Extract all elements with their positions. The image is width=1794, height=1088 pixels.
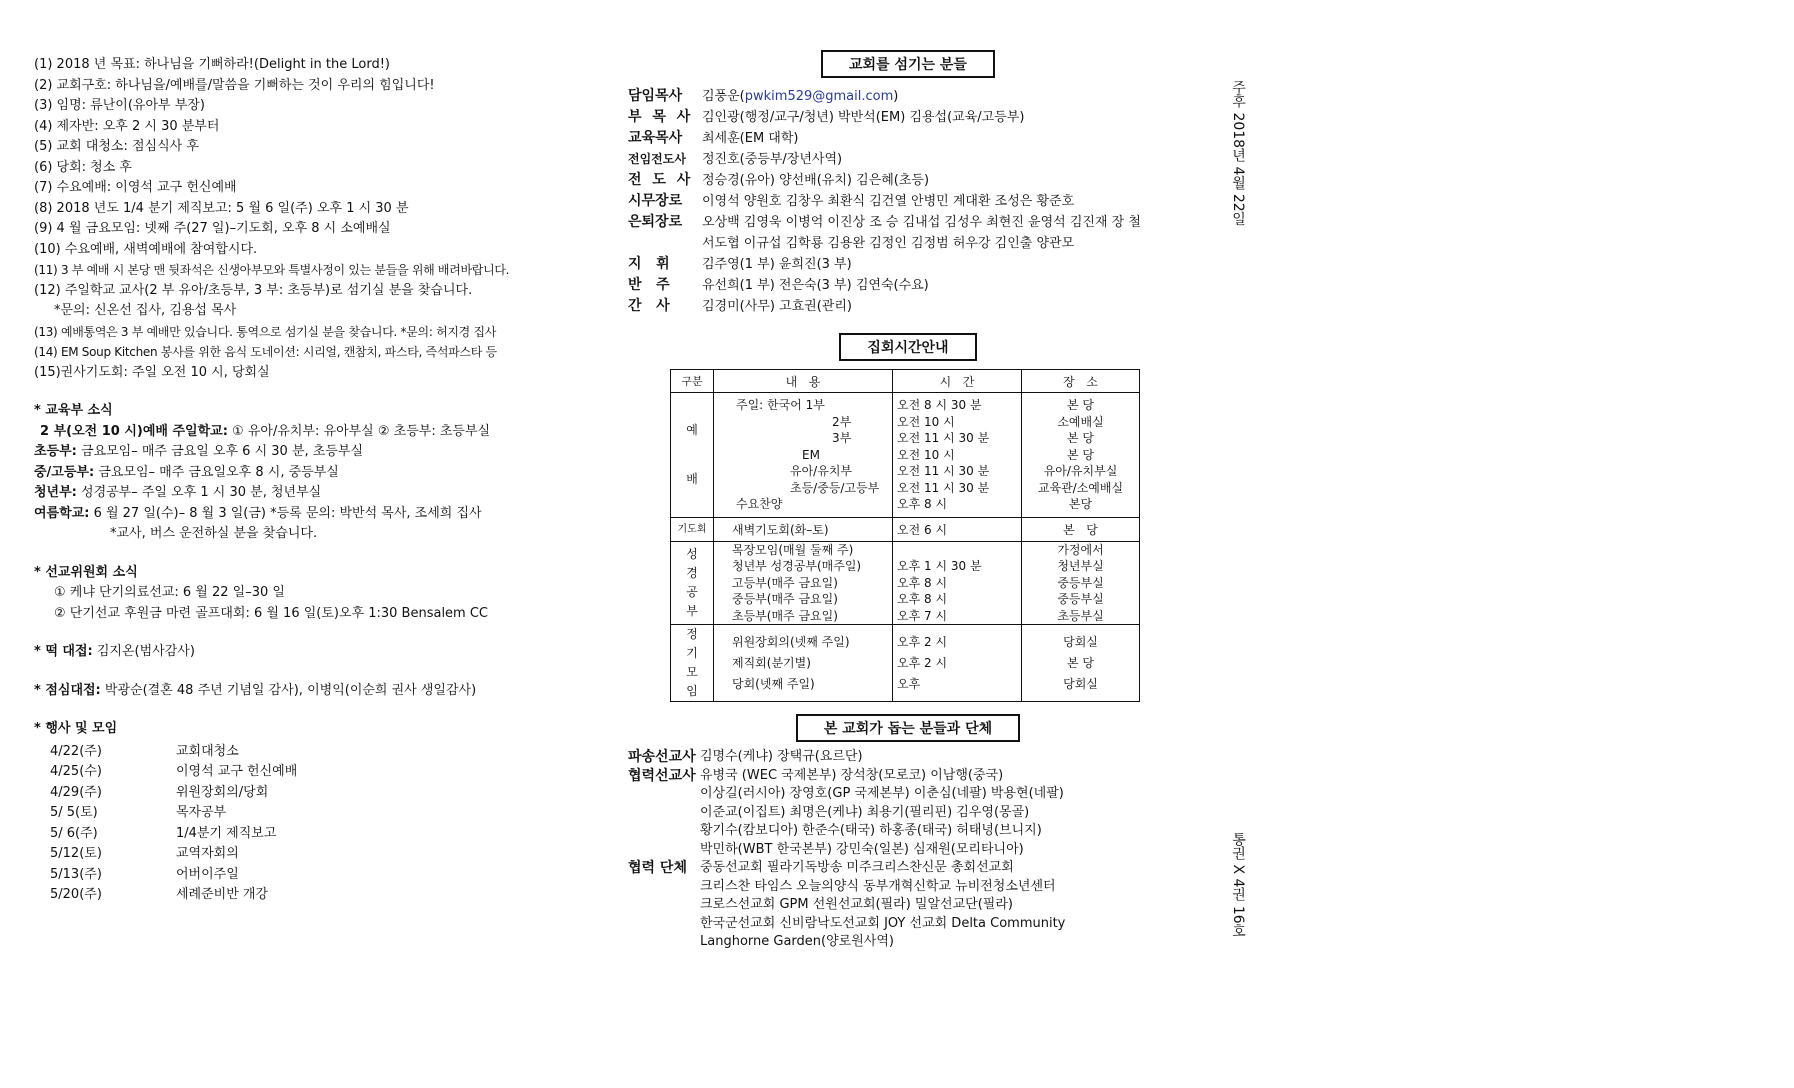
education-line: 청년부: 성경공부– 주일 오후 1 시 30 분, 청년부실: [34, 485, 322, 500]
staff-row: 전임전도사 정진호(중등부/장년사역): [628, 152, 843, 167]
education-line: 여름학교: 6 월 27 일(수)– 8 월 3 일(금) *등록 문의: 박반석 목사, 조세희 집사: [34, 505, 482, 521]
event-row: 4/22(주) 교회대청소: [50, 743, 239, 759]
staff-title: 교회를 섬기는 분들: [821, 50, 995, 78]
event-row: 5/ 5(토) 목자공부: [50, 805, 227, 820]
rice-cake-line: * 떡 대접: 김지온(범사감사): [34, 644, 195, 659]
right-column: [628, 50, 1188, 952]
mission-partner-line: 이준교(이집트) 최명은(케냐) 최용기(필리핀) 김우영(몽골): [700, 804, 1030, 820]
bulletin-date: 주후 2018년 4월 22일: [1230, 80, 1246, 226]
announcement-item: (13) 예배통역은 3 부 예배만 있습니다. 통역으로 섬기실 분을 찾습니다. *문의: 허지경 집사: [34, 324, 497, 339]
education-section: [34, 422, 634, 545]
missions-committee-line: ① 케냐 단기의료선교: 6 월 22 일–30 일: [54, 585, 285, 600]
event-row: 4/25(수) 이영석 교구 헌신예배: [50, 764, 298, 779]
mission-org-line: Langhorne Garden(양로원사역): [700, 934, 894, 949]
schedule-row-prayer: 기도회 새벽기도회(화–토) 오전 6 시 본 당: [671, 517, 1140, 541]
schedule-header-row: 구분 내 용 시 간 장 소: [671, 370, 1140, 393]
announcement-item: *문의: 신온선 집사, 김용섭 목사: [54, 303, 237, 318]
staff-row: 전 도 사 정승경(유아) 양선배(유치) 김은혜(초등): [628, 172, 930, 188]
staff-row: 교육목사 최세훈(EM 대학): [628, 130, 799, 146]
events-heading: * 행사 및 모임: [34, 721, 118, 736]
staff-row: 담임목사 김풍운(pwkim529@gmail.com): [628, 88, 899, 104]
mission-sent-row: 파송선교사 김명수(케냐) 장택규(요르단): [628, 749, 863, 765]
staff-row: 부 목 사 김인광(행정/교구/청년) 박반석(EM) 김용섭(교육/고등부): [628, 109, 1025, 125]
event-row: 4/29(주) 위원장회의/당회: [50, 784, 269, 800]
bulletin-volume: 통권 X 4권 16호: [1230, 832, 1246, 938]
lunch-line: * 점심대접: 박광순(결혼 48 주년 기념일 감사), 이병익(이순희 권사 생일감사): [34, 682, 477, 698]
staff-row: 시무장로 이영석 양원호 김창우 최환식 김건열 안병민 계대환 조성은 황준호: [628, 193, 1075, 209]
education-line: 초등부: 금요모임– 매주 금요일 오후 6 시 30 분, 초등부실: [34, 444, 363, 459]
announcements-column: [34, 55, 634, 906]
staff-row: 지 휘 김주영(1 부) 윤희진(3 부): [628, 256, 852, 272]
staff-row: 간 사 김경미(사무) 고효권(관리): [628, 298, 852, 314]
announcement-item: (11) 3 부 예배 시 본당 맨 뒷좌석은 신생아부모와 특별사정이 있는 분들을 위해 배려바랍니다.: [34, 263, 510, 277]
mission-title: 본 교회가 돕는 분들과 단체: [796, 714, 1020, 742]
announcement-item: (5) 교회 대청소: 점심식사 후: [34, 139, 199, 154]
announcement-item: (8) 2018 년도 1/4 분기 제직보고: 5 월 6 일(주) 오후 1 시 30 분: [34, 200, 409, 216]
announcement-item: (10) 수요예배, 새벽예배에 참여합시다.: [34, 241, 258, 257]
staff-row: 은퇴장로 오상백 김영욱 이병억 이진상 조 승 김내섭 김성우 최현진 윤영석 김진재 장 철: [628, 214, 1141, 230]
mission-partner-line: 이상길(러시아) 장영호(GP 국제본부) 이춘심(네팔) 박용현(네팔): [700, 786, 1064, 801]
announcement-item: (14) EM Soup Kitchen 봉사를 위한 음식 도네이션: 시리얼, 캔참치, 파스타, 즉석파스타 등: [34, 345, 497, 359]
missions-committee-heading: * 선교위원회 소식: [34, 564, 138, 580]
schedule-row-worship: 예 배 주일: 한국어 1부 2부 3부 EM 유아/유치부 초등/중등/고등부 수요찬양 오전 8 시 30 분 오전 10 시 오전 11 시 30 분 오전 10 시 오전 11 시 30 분 오전 11 시 30 분 오후 8 시 본 당 소예배실 본 당 본 당 유아/유치부실 교육관/소예배실 본당: [671, 393, 1140, 518]
announcement-item: (15)권사기도회: 주일 오전 10 시, 당회실: [34, 364, 270, 380]
education-line: 중/고등부: 금요모임– 매주 금요일오후 8 시, 중등부실: [34, 464, 339, 480]
event-row: 5/12(토) 교역자회의: [50, 846, 239, 861]
event-row: 5/20(주) 세례준비반 개강: [50, 887, 269, 902]
mission-org-line: 크리스찬 타임스 오늘의양식 동부개혁신학교 뉴비전청소년센터: [700, 878, 1056, 894]
schedule-title: 집회시간안내: [839, 333, 976, 361]
event-row: 5/ 6(주) 1/4분기 제직보고: [50, 825, 277, 841]
education-heading: * 교육부 소식: [34, 403, 113, 418]
education-note: *교사, 버스 운전하실 분을 찾습니다.: [110, 526, 318, 541]
announcement-list: [34, 55, 634, 383]
mission-org-row: 협력 단체 중동선교회 필라기독방송 미주크리스찬신문 총회선교회: [628, 860, 1014, 876]
staff-row: 반 주 유선희(1 부) 전은숙(3 부) 김연숙(수요): [628, 277, 929, 293]
announcement-item: (2) 교회구호: 하나님을/예배를/말씀을 기뻐하는 것이 우리의 힘입니다!: [34, 77, 435, 93]
announcement-item: (7) 수요예배: 이영석 교구 헌신예배: [34, 180, 237, 195]
announcement-item: (4) 제자반: 오후 2 시 30 분부터: [34, 118, 220, 134]
pastor-email[interactable]: pwkim529@gmail.com: [744, 89, 894, 104]
mission-partner-line: 황기수(캄보디아) 한준수(태국) 하홍종(태국) 허태녕(브니지): [700, 823, 1042, 838]
mission-org-line: 한국군선교회 신비람낙도선교회 JOY 선교회 Delta Community: [700, 915, 1066, 931]
announcement-item: (12) 주일학교 교사(2 부 유아/초등부, 3 부: 초등부)로 섬기실 분을 찾습니다.: [34, 282, 473, 298]
missions-committee-line: ② 단기선교 후원금 마련 골프대회: 6 월 16 일(토)오후 1:30 Bensalem CC: [54, 605, 489, 621]
mission-org-line: 크로스선교회 GPM 선원선교회(필라) 밀알선교단(필라): [700, 897, 1013, 912]
events-list: [34, 742, 634, 906]
announcement-item: (1) 2018 년 목표: 하나님을 기뻐하라!(Delight in the Lord!): [34, 57, 390, 72]
staff-row-continued: 서도협 이규섭 김학룡 김용완 김정인 김정범 허우강 김인출 양관모: [702, 236, 1075, 251]
event-row: 5/13(주) 어버이주일: [50, 866, 239, 882]
mission-partner-line: 박민하(WBT 한국본부) 강민숙(일본) 심재원(모리타니아): [700, 841, 1024, 857]
education-line: 2 부(오전 10 시)예배 주일학교: ① 유아/유치부: 유아부실 ② 초등부: 초등부실: [40, 423, 491, 439]
mission-partner-row: 협력선교사 유병국 (WEC 국제본부) 장석창(모로코) 이남행(중국): [628, 767, 1004, 784]
announcement-item: (6) 당회: 청소 후: [34, 159, 132, 175]
schedule-row-bible: 성 경 공 부 목장모임(매월 둘째 주) 청년부 성경공부(매주일) 고등부(매주 금요일) 중등부(매주 금요일) 초등부(매주 금요일) 오후 1 시 30 분 오후 8 시 오후 8 시 오후 7 시 가정에서 청년부실 중등부실 중등부실 초등부실: [671, 541, 1140, 625]
schedule-table: [670, 369, 1140, 702]
staff-list: [628, 86, 1188, 317]
announcement-item: (9) 4 월 금요모임: 넷째 주(27 일)–기도회, 오후 8 시 소예배실: [34, 221, 391, 236]
announcement-item: (3) 임명: 류난이(유아부 부장): [34, 98, 205, 113]
mission-list: [628, 748, 1188, 952]
schedule-row-regular: 정 기 모 임 위원장회의(넷째 주일) 제직회(분기별) 당회(넷째 주일) 오후 2 시 오후 2 시 오후 당회실 본 당 당회실: [671, 625, 1140, 702]
